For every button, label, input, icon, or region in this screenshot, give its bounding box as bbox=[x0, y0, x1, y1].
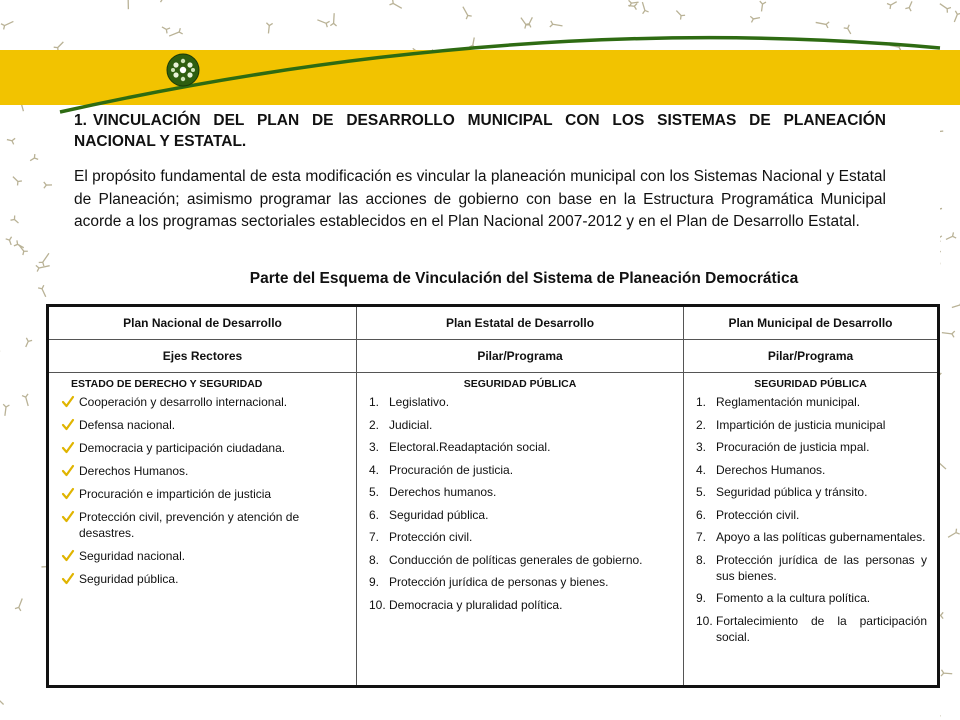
item-number: 5. bbox=[369, 485, 380, 499]
list-item-text: Derechos Humanos. bbox=[716, 462, 826, 477]
check-icon bbox=[61, 464, 75, 478]
list-item-text: Protección civil, prevención y atención de desastres. bbox=[79, 510, 300, 540]
list-item-text: Seguridad pública. bbox=[79, 572, 179, 586]
check-icon bbox=[61, 395, 75, 409]
list-item bbox=[61, 509, 348, 541]
table-subheader-row bbox=[48, 340, 939, 373]
table-body-row bbox=[48, 373, 939, 687]
list-item-text: Judicial. bbox=[389, 417, 433, 432]
header-plan-municipal: Plan Municipal de Desarrollo bbox=[684, 306, 939, 340]
list-item-text: Defensa nacional. bbox=[79, 418, 176, 432]
list-item-text: Impartición de justicia municipal bbox=[716, 417, 886, 432]
list-item bbox=[696, 507, 927, 523]
list-item-text: Democracia y participación ciudadana. bbox=[79, 441, 286, 455]
list-item bbox=[696, 394, 927, 410]
list-item bbox=[369, 484, 673, 500]
item-number: 7. bbox=[369, 530, 380, 544]
list-item bbox=[696, 613, 927, 645]
list-item bbox=[696, 462, 927, 478]
list-item bbox=[61, 571, 348, 587]
list-item bbox=[369, 394, 673, 410]
list-item-text: Protección civil. bbox=[716, 507, 800, 522]
col1-title: ESTADO DE DERECHO Y SEGURIDAD bbox=[71, 378, 263, 390]
list-item bbox=[696, 590, 927, 606]
list-item-text: Electoral.Readaptación social. bbox=[389, 440, 551, 454]
list-item-text: Protección jurídica de personas y bienes. bbox=[389, 575, 609, 589]
item-number: 2. bbox=[696, 417, 707, 432]
item-number: 2. bbox=[369, 417, 380, 432]
list-item bbox=[696, 552, 927, 584]
intro-paragraph: El propósito fundamental de esta modificación es vincular la planeación municipal con los Sistemas Nacional y Estatal de Planeación; asimismo programar las acciones de gobierno con base en la Estructura Programática Municipal acorde a los programas sectoriales establecidos en el Plan Nacional 2007-2012 y en el Plan de Desarrollo Estatal. bbox=[74, 168, 886, 230]
check-icon bbox=[61, 572, 75, 586]
list-item bbox=[696, 484, 927, 500]
check-icon bbox=[61, 510, 75, 524]
subheader-pilar-municipal: Pilar/Programa bbox=[684, 340, 939, 373]
check-icon bbox=[61, 487, 75, 501]
item-number: 10. bbox=[696, 613, 713, 628]
check-icon bbox=[61, 549, 75, 563]
list-item-text: Legislativo. bbox=[389, 395, 450, 409]
cell-ejes bbox=[48, 373, 357, 687]
list-item bbox=[369, 439, 673, 455]
list-item bbox=[61, 440, 348, 456]
header-plan-estatal: Plan Estatal de Desarrollo bbox=[357, 306, 684, 340]
list-item-text: Fomento a la cultura política. bbox=[716, 591, 871, 605]
item-number: 1. bbox=[369, 395, 380, 409]
list-item-text: Conducción de políticas generales de gobierno. bbox=[389, 552, 643, 567]
list-item bbox=[61, 486, 348, 502]
item-number: 5. bbox=[696, 485, 707, 499]
section-heading bbox=[74, 110, 886, 152]
heading-number: 1. bbox=[74, 112, 87, 129]
list-item bbox=[369, 597, 673, 613]
item-number: 4. bbox=[696, 462, 707, 477]
col3-title: SEGURIDAD PÚBLICA bbox=[754, 378, 867, 390]
heading-text: VINCULACIÓN DEL PLAN DE DESARROLLO MUNICIPAL CON LOS SISTEMAS DE PLANEACIÓN NACIONAL Y ESTATAL. bbox=[74, 112, 886, 150]
item-number: 1. bbox=[696, 395, 707, 409]
item-number: 6. bbox=[696, 507, 707, 522]
linkage-table bbox=[46, 304, 940, 688]
list-item-text: Apoyo a las políticas gubernamentales. bbox=[716, 530, 926, 544]
item-number: 9. bbox=[369, 575, 380, 589]
list-item bbox=[369, 552, 673, 568]
ejes-list bbox=[49, 394, 356, 587]
list-item-text: Reglamentación municipal. bbox=[716, 395, 861, 409]
subheader-ejes-rectores: Ejes Rectores bbox=[48, 340, 357, 373]
list-item-text: Seguridad nacional. bbox=[79, 549, 186, 563]
list-item-text: Seguridad pública y tránsito. bbox=[716, 485, 868, 499]
list-item bbox=[696, 529, 927, 545]
list-item-text: Fortalecimiento de la participación social. bbox=[716, 613, 927, 644]
list-item bbox=[696, 417, 927, 433]
item-number: 8. bbox=[369, 552, 380, 567]
item-number: 10. bbox=[369, 597, 386, 612]
list-item bbox=[61, 548, 348, 564]
green-ball-icon bbox=[165, 52, 201, 88]
col2-title: SEGURIDAD PÚBLICA bbox=[463, 378, 577, 390]
list-item bbox=[696, 439, 927, 455]
list-item bbox=[369, 507, 673, 523]
list-item-text: Seguridad pública. bbox=[389, 507, 489, 522]
check-icon bbox=[61, 418, 75, 432]
list-item-text: Derechos Humanos. bbox=[79, 464, 189, 478]
table-title: Parte del Esquema de Vinculación del Sistema de Planeación Democrática bbox=[249, 270, 799, 287]
municipal-list bbox=[684, 394, 937, 645]
list-item-text: Derechos humanos. bbox=[389, 485, 497, 499]
list-item-text: Procuración de justicia. bbox=[389, 462, 514, 477]
list-item-text: Procuración de justicia mpal. bbox=[716, 440, 870, 454]
list-item-text: Protección civil. bbox=[389, 530, 473, 544]
list-item bbox=[61, 417, 348, 433]
item-number: 7. bbox=[696, 530, 707, 544]
item-number: 9. bbox=[696, 591, 707, 605]
list-item-text: Cooperación y desarrollo internacional. bbox=[79, 395, 288, 409]
item-number: 6. bbox=[369, 507, 380, 522]
cell-pilar-municipal bbox=[684, 373, 939, 687]
estatal-list bbox=[357, 394, 683, 613]
list-item bbox=[369, 574, 673, 590]
list-item bbox=[369, 529, 673, 545]
item-number: 4. bbox=[369, 462, 380, 477]
subheader-pilar-estatal: Pilar/Programa bbox=[357, 340, 684, 373]
list-item-text: Protección jurídica de las personas y sus bienes. bbox=[716, 552, 927, 583]
list-item bbox=[61, 394, 348, 410]
list-item bbox=[61, 463, 348, 479]
item-number: 3. bbox=[696, 440, 707, 454]
list-item-text: Democracia y pluralidad política. bbox=[389, 597, 563, 612]
table-header-row bbox=[48, 306, 939, 340]
header-plan-nacional: Plan Nacional de Desarrollo bbox=[48, 306, 357, 340]
item-number: 3. bbox=[369, 440, 380, 454]
list-item bbox=[369, 417, 673, 433]
check-icon bbox=[61, 441, 75, 455]
list-item-text: Procuración e impartición de justicia bbox=[79, 487, 272, 501]
list-item bbox=[369, 462, 673, 478]
cell-pilar-estatal bbox=[357, 373, 684, 687]
item-number: 8. bbox=[696, 552, 707, 567]
